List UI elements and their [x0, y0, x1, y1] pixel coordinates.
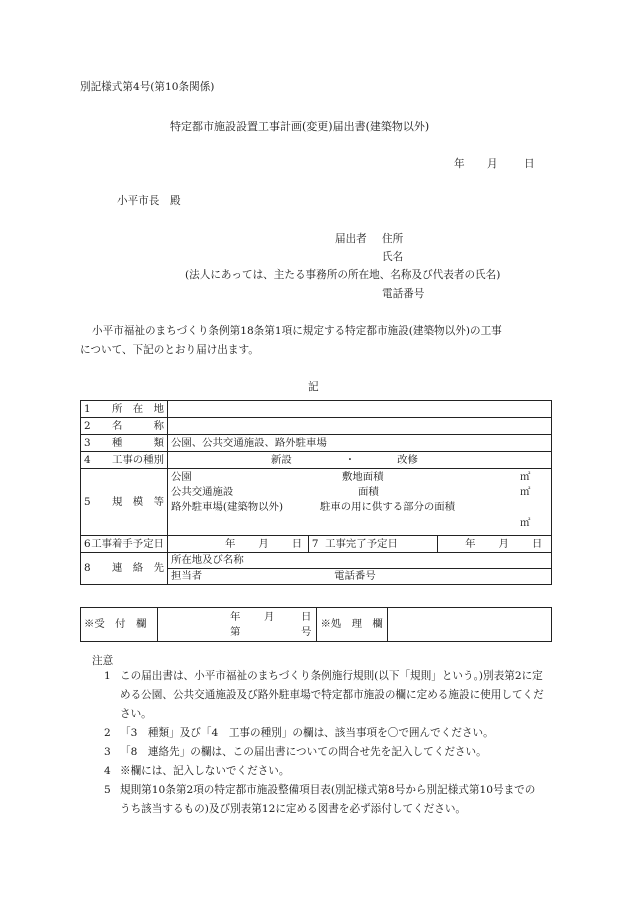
- row1-num: 1: [84, 402, 91, 415]
- addressee: 小平市長 殿: [117, 195, 181, 207]
- note-5: [92, 781, 544, 819]
- row-contact-1: [81, 553, 552, 569]
- unit-sqm-2: ㎡: [519, 486, 531, 498]
- work-type-dot: ・: [344, 453, 356, 466]
- applicant-label: 届出者: [335, 233, 367, 245]
- reception-dai: 第: [229, 626, 241, 638]
- row3-label: 種 類: [112, 436, 164, 449]
- corporate-note: (法人にあっては、主たる事務所の所在地、名称及び代表者の氏名): [185, 269, 501, 281]
- end-month: 月: [498, 537, 509, 550]
- end-day: 日: [531, 537, 543, 550]
- row-name: [81, 418, 552, 435]
- process-field[interactable]: [388, 608, 552, 642]
- reception-table: [80, 607, 552, 642]
- document-title: 特定都市施設設置工事計画(変更)届出書(建築物以外): [170, 120, 430, 133]
- row3-num: 3: [84, 436, 91, 449]
- row8-num: 8: [84, 562, 91, 574]
- row-type: [81, 435, 552, 452]
- note-4-text: ※欄には、記入しないでください。: [120, 765, 290, 777]
- scale-area-site: 敷地面積: [341, 471, 384, 483]
- reception-month: 月: [263, 611, 275, 623]
- note-4: [92, 762, 537, 781]
- start-day: 日: [291, 537, 303, 550]
- unit-sqm-1: ㎡: [519, 471, 531, 483]
- row6-label: 工事着手予定日: [91, 537, 164, 550]
- start-date-field[interactable]: [167, 536, 308, 553]
- note-2-num: 2: [104, 727, 111, 739]
- row-dates: [81, 536, 552, 553]
- scale-item-transit: 公共交通施設: [170, 486, 234, 498]
- scale-area-floor: 面積: [357, 486, 379, 498]
- note-3-text: 「8 連絡先」の欄は、この届出書についての問合せ先を記入してください。: [120, 746, 487, 758]
- work-type-modify[interactable]: 改修: [397, 453, 418, 466]
- form-number: 別記様式第4号(第10条関係): [80, 81, 215, 93]
- note-5-num: 5: [104, 784, 111, 796]
- notes-title: 注意: [92, 655, 114, 667]
- contact-person-label: 担当者: [170, 570, 203, 582]
- row8-label: 連 絡 先: [112, 562, 164, 574]
- reception-year: 年: [229, 611, 241, 623]
- ki-heading: 記: [308, 381, 319, 393]
- contact-phone-label: 電話番号: [334, 570, 376, 582]
- end-year: 年: [465, 537, 476, 550]
- note-4-num: 4: [104, 765, 111, 777]
- reception-label: ※受 付 欄: [81, 608, 158, 642]
- reception-go: 号: [300, 626, 312, 638]
- body-text-line1: 小平市福祉のまちづくり条例第18条第1項に規定する特定都市施設(建築物以外)の工事: [92, 325, 502, 337]
- date-month: 月: [487, 158, 498, 170]
- note-3-num: 3: [104, 746, 111, 758]
- name-input[interactable]: [167, 418, 551, 435]
- row2-label: 名 称: [112, 419, 164, 432]
- applicant-phone: 電話番号: [382, 288, 425, 300]
- date-year: 年: [454, 158, 465, 170]
- note-2-text: 「3 種類」及び「4 工事の種別」の欄は、該当事項を〇で囲んでください。: [120, 727, 494, 739]
- note-3: [92, 743, 537, 762]
- scale-cell[interactable]: [167, 469, 551, 536]
- row-scale: [81, 469, 552, 536]
- row-work-type: [81, 452, 552, 469]
- note-1-text: この届出書は、小平市福祉のまちづくり条例施行規則(以下「規則」という。)別表第2に定める公園、公共交通施設及び路外駐車場で特定都市施設の欄に定める施設に使用してください。: [120, 670, 544, 720]
- unit-sqm-3: ㎡: [519, 517, 531, 529]
- details-table: [80, 400, 552, 585]
- scale-area-parking: 駐車の用に供する部分の面積: [319, 501, 456, 513]
- row-location: [81, 401, 552, 418]
- work-type-new[interactable]: 新設: [270, 453, 292, 466]
- row1-label: 所 在 地: [112, 402, 164, 415]
- row7-num: 7: [311, 537, 319, 550]
- row4-num: 4: [84, 453, 91, 466]
- body-text-line2: について、下記のとおり届け出ます。: [80, 344, 259, 356]
- row5-num: 5: [84, 495, 91, 508]
- reception-day: 日: [300, 611, 312, 623]
- type-value[interactable]: 公園、公共交通施設、路外駐車場: [167, 435, 551, 452]
- reception-field[interactable]: [157, 608, 317, 642]
- note-5-text: 規則第10条第2項の特定都市施設整備項目表(別記様式第8号から別記様式第10号までのうち該当するもの)及び別表第12に定める図書を必ず添付してください。: [120, 784, 536, 815]
- start-year: 年: [224, 537, 236, 550]
- row6-num: 6: [84, 537, 91, 550]
- contact-person[interactable]: [167, 569, 551, 585]
- applicant-name: 氏名: [382, 251, 404, 263]
- row4-label: 工事の種別: [112, 453, 164, 466]
- applicant-address: 住所: [382, 233, 404, 245]
- row5-label: 規 模 等: [112, 495, 164, 508]
- end-date-field[interactable]: [438, 536, 552, 553]
- process-label: ※処 理 欄: [317, 608, 388, 642]
- row7-label: 工事完了予定日: [325, 537, 398, 550]
- note-1-num: 1: [104, 670, 111, 682]
- row2-num: 2: [84, 419, 91, 432]
- note-2: [92, 724, 537, 743]
- date-day: 日: [524, 158, 535, 170]
- start-month: 月: [258, 537, 269, 550]
- location-input[interactable]: [167, 401, 551, 418]
- note-1: [92, 667, 544, 724]
- scale-item-parking: 路外駐車場(建築物以外): [170, 501, 283, 513]
- scale-item-park: 公園: [170, 471, 192, 483]
- contact-location[interactable]: 所在地及び名称: [167, 553, 551, 569]
